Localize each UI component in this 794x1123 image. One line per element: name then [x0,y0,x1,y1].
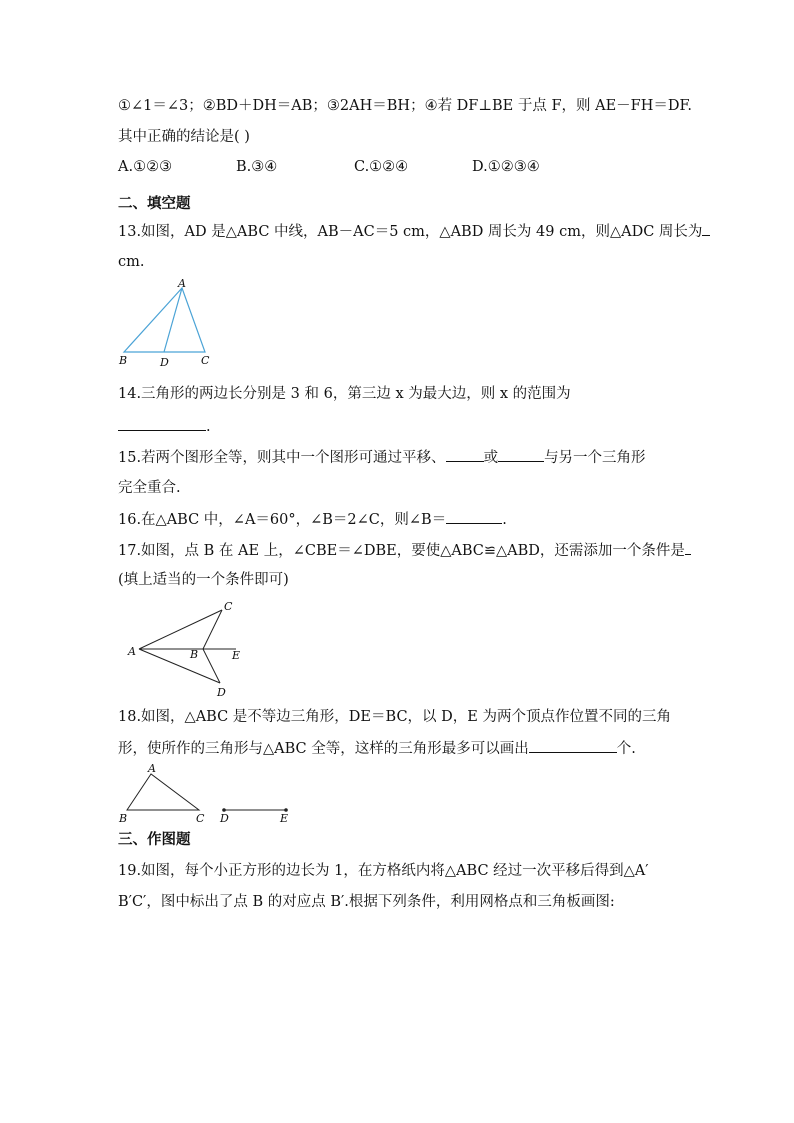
option-d: D.①②③④ [472,159,540,175]
q18-label-a: A [148,762,156,775]
q16-part1: 16.在△ABC 中，∠A＝60°，∠B＝2∠C，则∠B＝ [118,512,447,528]
answer-blank [446,509,502,524]
q13-line2: cm. [118,254,145,270]
q18-line2 [118,738,636,759]
q13-figure [112,276,222,368]
section-heading-drawing: 三、作图题 [118,832,191,848]
q13-text: 13.如图，AD 是△ABC 中线，AB－AC＝5 cm，△ABD 周长为 49 cm，则△ADC 周长为 [118,224,703,240]
q19-line1: 19.如图，每个小正方形的边长为 1，在方格纸内将△ABC 经过一次平移后得到△A′ [118,863,649,879]
q17-label-d: D [217,686,226,699]
q12-options [118,157,590,177]
q17-figure [124,598,254,702]
q15-part1: 15.若两个图形全等，则其中一个图形可通过平移、 [118,450,446,466]
q15-part2: 或 [483,450,499,466]
q15-line1 [118,447,646,468]
option-a: A.①②③ [118,159,173,175]
q13-label-a: A [178,277,186,290]
q17-label-b: B [190,648,199,661]
q13-label-c: C [201,354,210,367]
q14-line1: 14.三角形的两边长分别是 3 和 6，第三边 x 为最大边，则 x 的范围为 [118,386,571,402]
q14-period: . [206,419,211,435]
section-heading-fill-in: 二、填空题 [118,196,191,212]
answer-blank-2 [498,447,544,462]
q16-part2: . [502,512,507,528]
q18-text: 形，使所作的三角形与△ABC 全等，这样的三角形最多可以画出 [118,741,529,757]
option-c: C.①②④ [354,159,409,175]
q18-end: 个. [616,741,636,757]
q17-line2: (填上适当的一个条件即可) [118,572,289,588]
q13-line1 [118,221,710,242]
option-b: B.③④ [236,159,278,175]
q17-label-c: C [224,600,233,613]
q17-line1 [118,540,691,561]
answer-blank [685,540,691,555]
q13-label-b: B [119,354,128,367]
q15-part3: 与另一个三角形 [544,450,646,466]
q17-label-a: A [128,645,136,658]
q17-text: 17.如图，点 B 在 AE 上，∠CBE＝∠DBE，要使△ABC≌△ABD，还需添加一个条件是 [118,543,685,559]
q18-label-b: B [119,812,128,825]
answer-blank [118,416,206,431]
answer-blank-1 [446,447,484,462]
q14-line2 [118,416,211,437]
q18-figure [114,760,314,826]
answer-blank [529,738,617,753]
q12-question: 其中正确的结论是( ) [118,129,250,145]
q19-line2: B′C′，图中标出了点 B 的对应点 B′.根据下列条件，利用网格点和三角板画图: [118,894,615,910]
q17-label-e: E [232,649,241,662]
q16-line [118,509,507,530]
q18-label-e: E [280,812,289,825]
q12-statements: ①∠1＝∠3；②BD＋DH＝AB；③2AH＝BH；④若 DF⊥BE 于点 F，则 AE－FH＝DF. [118,98,692,114]
q18-label-d: D [220,812,229,825]
q15-line2: 完全重合. [118,480,181,496]
q18-line1: 18.如图，△ABC 是不等边三角形，DE＝BC，以 D，E 为两个顶点作位置不同的三角 [118,709,671,725]
answer-blank [702,221,710,236]
q18-label-c: C [196,812,205,825]
q13-label-d: D [160,356,169,368]
